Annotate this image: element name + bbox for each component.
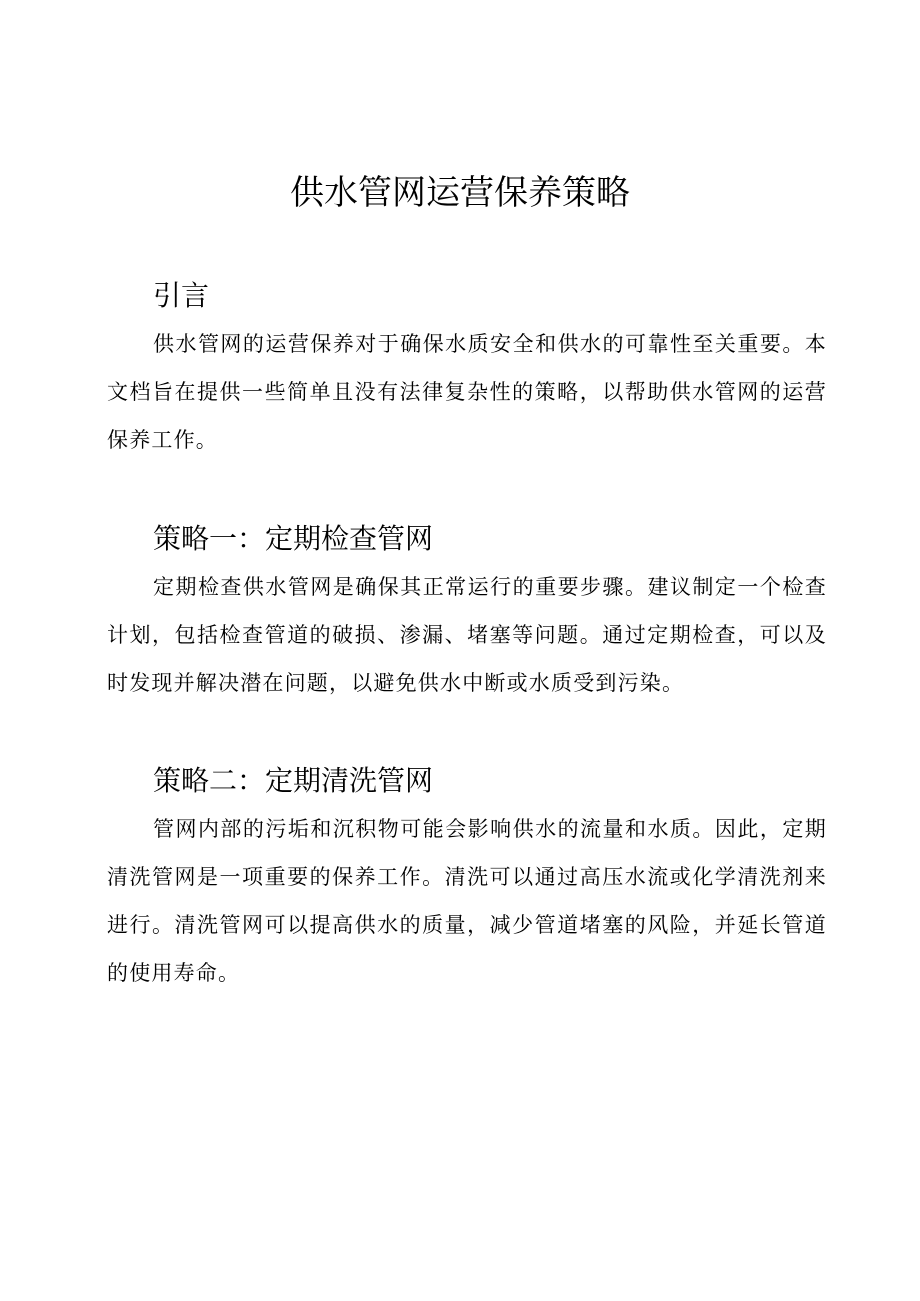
section-paragraph: 供水管网的运营保养对于确保水质安全和供水的可靠性至关重要。本文档旨在提供一些简单且没有法律复杂性的策略，以帮助供水管网的运营保养工作。 (107, 332, 827, 452)
section-introduction (107, 274, 827, 464)
section-paragraph: 定期检查供水管网是确保其正常运行的重要步骤。建议制定一个检查计划，包括检查管道的破损、渗漏、堵塞等问题。通过定期检查，可以及时发现并解决潜在问题，以避免供水中断或水质受到污染。 (107, 575, 827, 695)
section-heading: 策略二：定期清洗管网 (153, 764, 434, 797)
document-title: 供水管网运营保养策略 (290, 173, 630, 213)
section-paragraph: 管网内部的污垢和沉积物可能会影响供水的流量和水质。因此，定期清洗管网是一项重要的保养工作。清洗可以通过高压水流或化学清洗剂来进行。清洗管网可以提高供水的质量，减少管道堵塞的风险，并延长管道的使用寿命。 (107, 817, 827, 985)
section-strategy-one (107, 517, 827, 707)
section-heading: 引言 (153, 279, 210, 312)
section-heading: 策略一：定期检查管网 (153, 522, 434, 555)
section-strategy-two (107, 759, 827, 997)
